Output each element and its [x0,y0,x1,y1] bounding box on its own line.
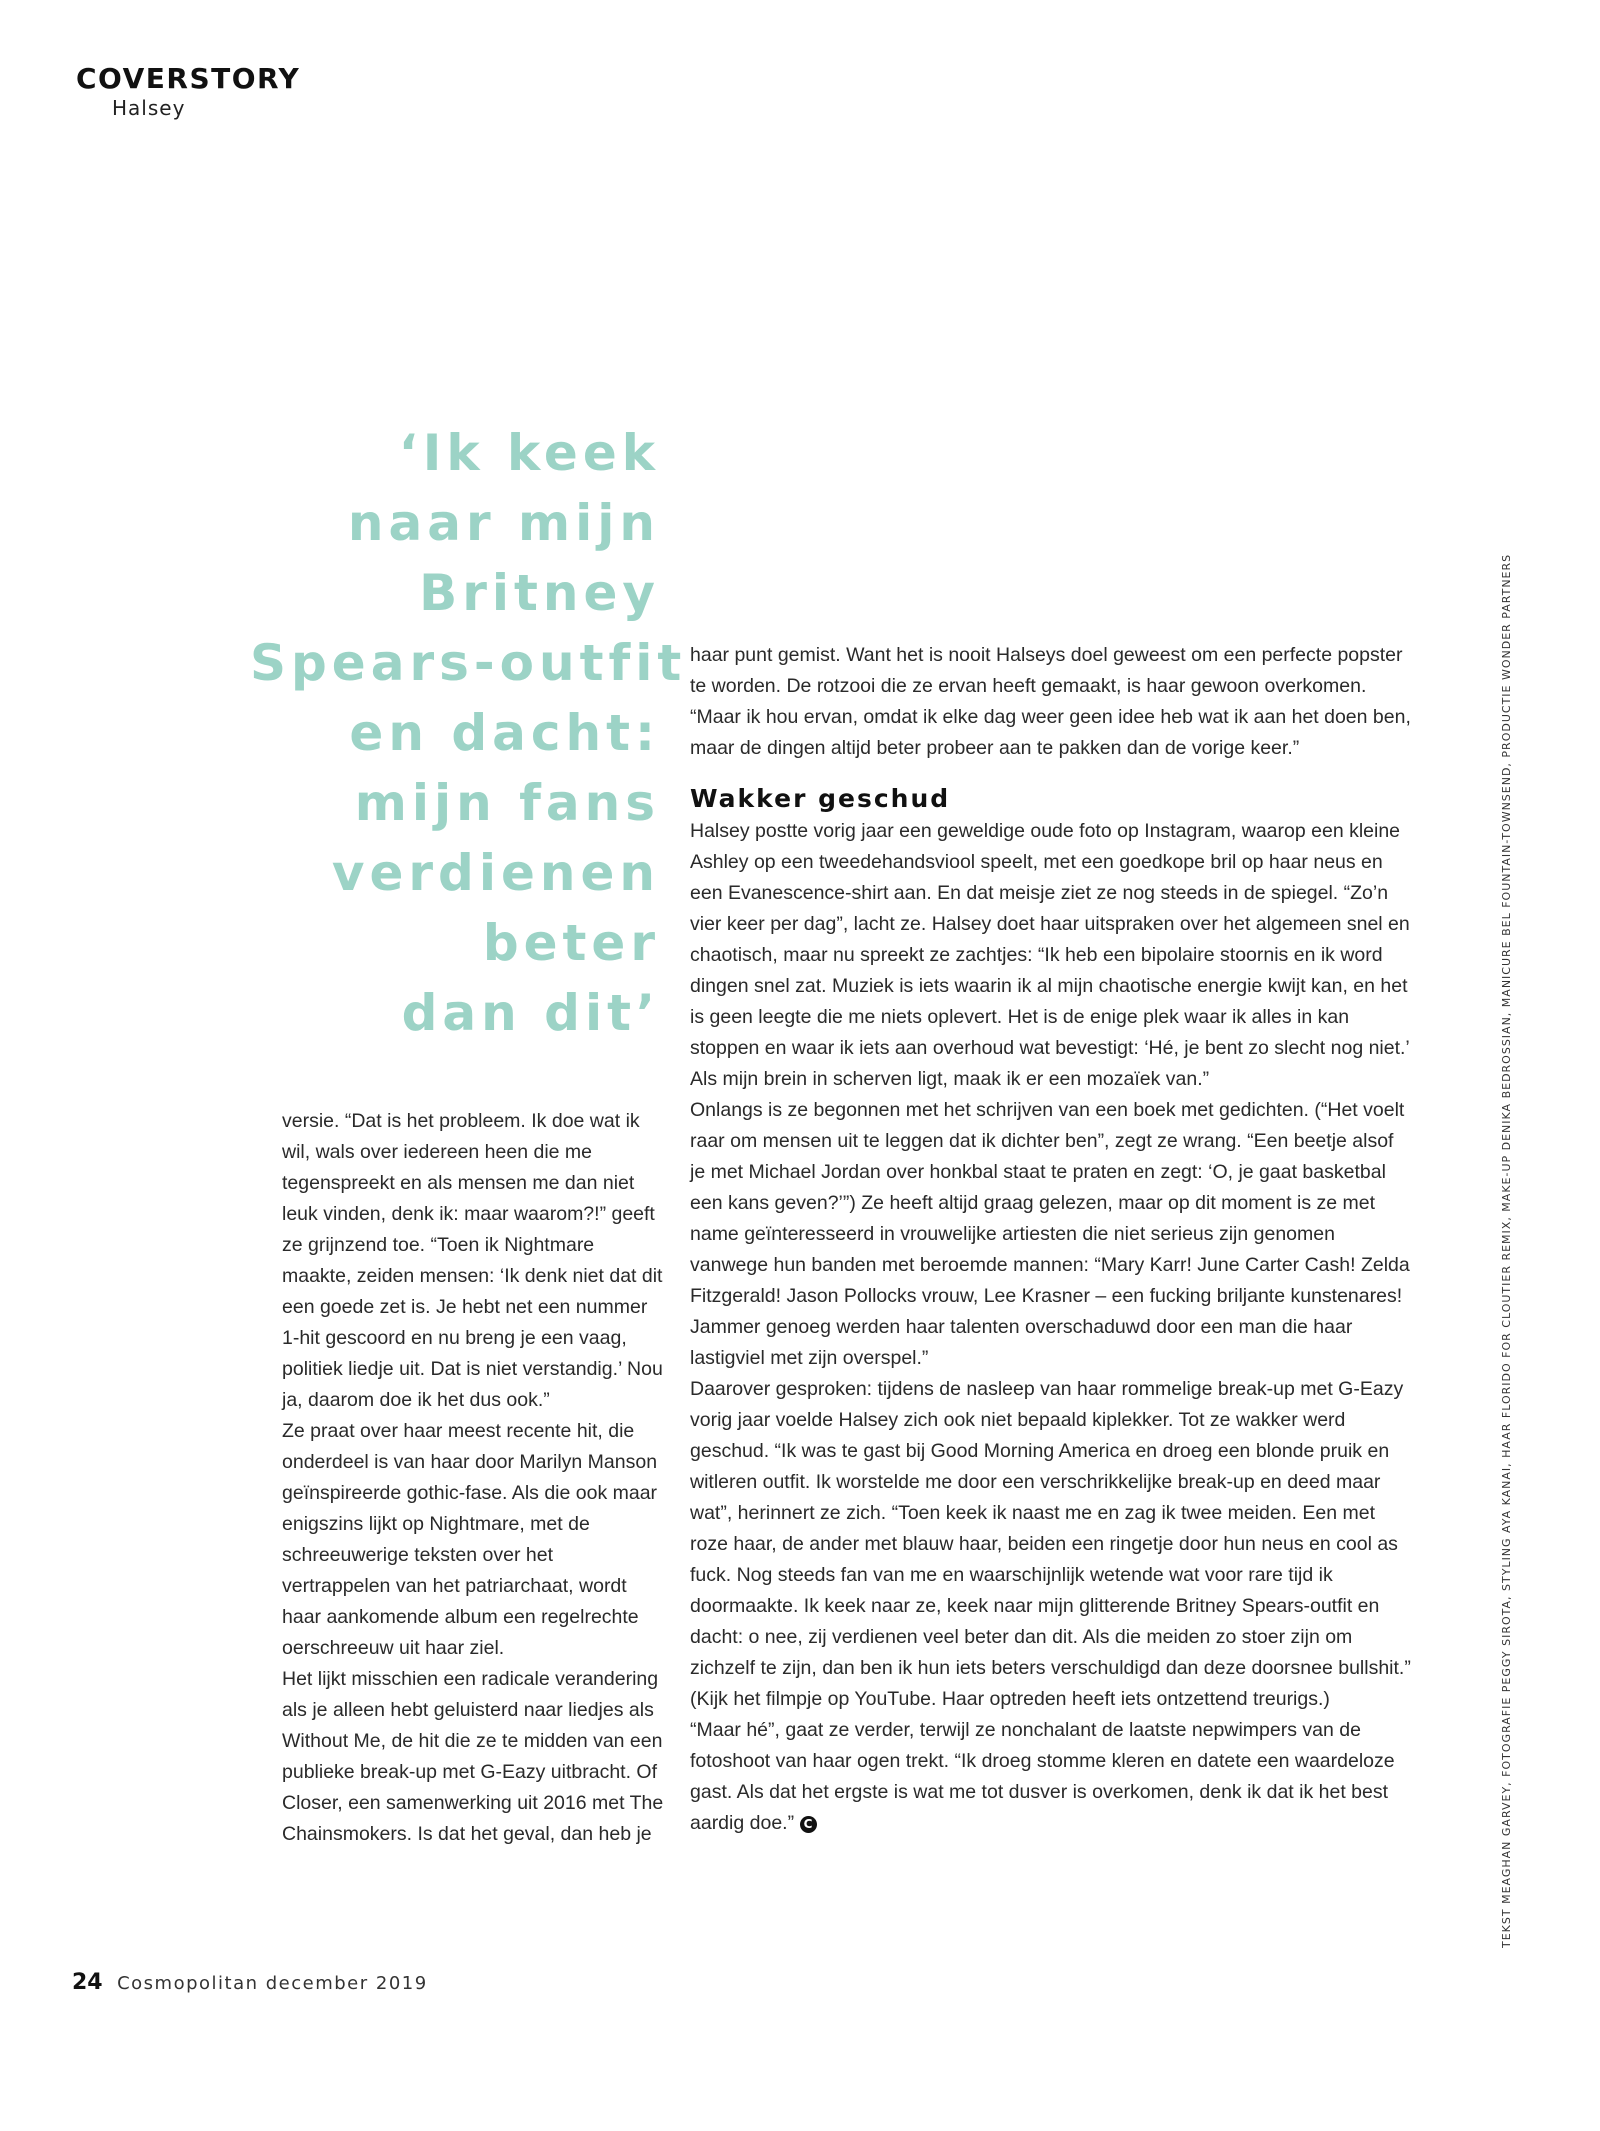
end-mark-icon: C [800,1816,817,1833]
pull-quote-line: en dacht: [349,704,660,762]
article-paragraph-last [690,1715,1412,1839]
photo-credits: TEKST MEAGHAN GARVEY, FOTOGRAFIE PEGGY SIROTA, STYLING AYA KANAI, HAAR FLORIDO FOR CLOUTIER REMIX, MAKE-UP DENIKA BEDROSSIAN, MANICURE BEL FOUNTAIN-TOWNSEND, PRODUCTIE WONDER PARTNERS [1500,553,1513,1948]
article-column-right [690,640,1412,1839]
pull-quote-line: beter [482,914,660,972]
article-paragraph: haar punt gemist. Want het is nooit Halseys doel geweest om een perfecte popster te worden. De rotzooi die ze ervan heeft gemaakt, is haar gewoon overkomen. “Maar ik hou ervan, omdat ik elke dag weer geen idee heb wat ik aan het doen ben, maar de dingen altijd beter probeer aan te pakken dan de vorige keer.” [690,644,1411,759]
magazine-issue: Cosmopolitan december 2019 [117,1973,428,1994]
section-header [76,62,300,120]
article-paragraph: “Maar hé”, gaat ze verder, terwijl ze nonchalant de laatste nepwimpers van de fotoshoot van haar ogen trekt. “Ik droeg stomme kleren en datete een waardeloze gast. Als dat het ergste is wat me tot dusver is overkomen, denk ik dat ik het best aardig doe.” [690,1719,1395,1834]
section-subject: Halsey [112,96,186,120]
pull-quote-line: mijn fans [354,774,660,832]
article-column-left [282,1106,664,1850]
pull-quote-line: dan dit’ [401,984,660,1042]
pull-quote [250,418,687,1048]
page-footer [72,1970,428,1995]
article-paragraph: Het lijkt misschien een radicale verandering als je alleen hebt geluisterd naar liedjes als Without Me, de hit die ze te midden van een publieke break-up met G-Eazy uitbracht. Of Closer, een samenwerking uit 2016 met The Chainsmokers. Is dat het geval, dan heb je [282,1668,664,1845]
article-paragraph: Halsey postte vorig jaar een geweldige oude foto op Instagram, waarop een kleine Ashley op een tweedehandsviool speelt, met een goedkope bril op haar neus en een Evanescence-shirt aan. En dat meisje ziet ze nog steeds in de spiegel. “Zo’n vier keer per dag”, lacht ze. Halsey doet haar uitspraken over het algemeen snel en chaotisch, maar nu spreekt ze zachtjes: “Ik heb een bipolaire stoornis en ik word dingen snel zat. Muziek is iets waarin ik al mijn chaotische energie kwijt kan, en het is geen leegte die me niets oplevert. Het is de enige plek waar ik alles in kan stoppen en waar ik iets aan overhoud wat bevestigt: ‘Hé, je bent zo slecht nog niet.’ Als mijn brein in scherven ligt, maak ik er een mozaïek van.” [690,820,1410,1090]
section-title: COVERSTORY [76,62,301,95]
article-paragraph: versie. “Dat is het probleem. Ik doe wat ik wil, wals over iedereen heen die me tegenspreekt en als mensen me dan niet leuk vinden, denk ik: maar waarom?!” geeft ze grijnzend toe. “Toen ik Nightmare maakte, zeiden mensen: ‘Ik denk niet dat dit een goede zet is. Je hebt net een nummer 1-hit gescoord en nu breng je een vaag, politiek liedje uit. Dat is niet verstandig.’ Nou ja, daarom doe ik het dus ook.” [282,1110,663,1411]
pull-quote-line: Britney [419,564,660,622]
pull-quote-line: Spears-outfit [250,634,687,692]
article-paragraph: Daarover gesproken: tijdens de nasleep van haar rommelige break-up met G-Eazy vorig jaar voelde Halsey zich ook niet bepaald kiplekker. Tot ze wakker werd geschud. “Ik was te gast bij Good Morning America en droeg een blonde pruik en witleren outfit. Ik worstelde me door een verschrikkelijke break-up en deed maar wat”, herinnert ze zich. “Toen keek ik naast me en zag ik twee meiden. Een met roze haar, de ander met blauw haar, beiden een ringetje door hun neus en cool as fuck. Nog steeds fan van me en waarschijnlijk wetende wat voor rare tijd ik doormaakte. Ik keek naar ze, keek naar mijn glitterende Britney Spears-outfit en dacht: o nee, zij verdienen veel beter dan dit. Als die meiden zo stoer zijn om zichzelf te zijn, dan ben ik hun iets beters verschuldigd dan deze doorsnee bullshit.” (Kijk het filmpje op YouTube. Haar optreden heeft iets ontzettend treurigs.) [690,1378,1411,1710]
pull-quote-line: naar mijn [347,494,660,552]
article-subheading: Wakker geschud [690,784,951,813]
article-paragraph: Onlangs is ze begonnen met het schrijven van een boek met gedichten. (“Het voelt raar om mensen uit te leggen dat ik dichter ben”, zegt ze wrang. “Een beetje alsof je met Michael Jordan over honkbal staat te praten en zegt: ‘O, je gaat basketbal een kans geven?’”) Ze heeft altijd graag gelezen, maar op dit moment is ze met name geïnteresseerd in vrouwelijke artiesten die niet serieus zijn genomen vanwege hun banden met beroemde mannen: “Mary Karr! June Carter Cash! Zelda Fitzgerald! Jason Pollocks vrouw, Lee Krasner – een fucking briljante kunstenares! Jammer genoeg werden haar talenten overschaduwd door een man die haar lastigviel met zijn overspel.” [690,1099,1410,1369]
pull-quote-line: verdienen [331,844,660,902]
article-paragraph: Ze praat over haar meest recente hit, die onderdeel is van haar door Marilyn Manson geïnspireerde gothic-fase. Als die ook maar enigszins lijkt op Nightmare, met de schreeuwerige teksten over het vertrappelen van het patriarchaat, wordt haar aankomende album een regelrechte oerschreeuw uit haar ziel. [282,1420,658,1659]
page-number: 24 [72,1970,103,1995]
pull-quote-line: ‘Ik keek [398,424,660,482]
